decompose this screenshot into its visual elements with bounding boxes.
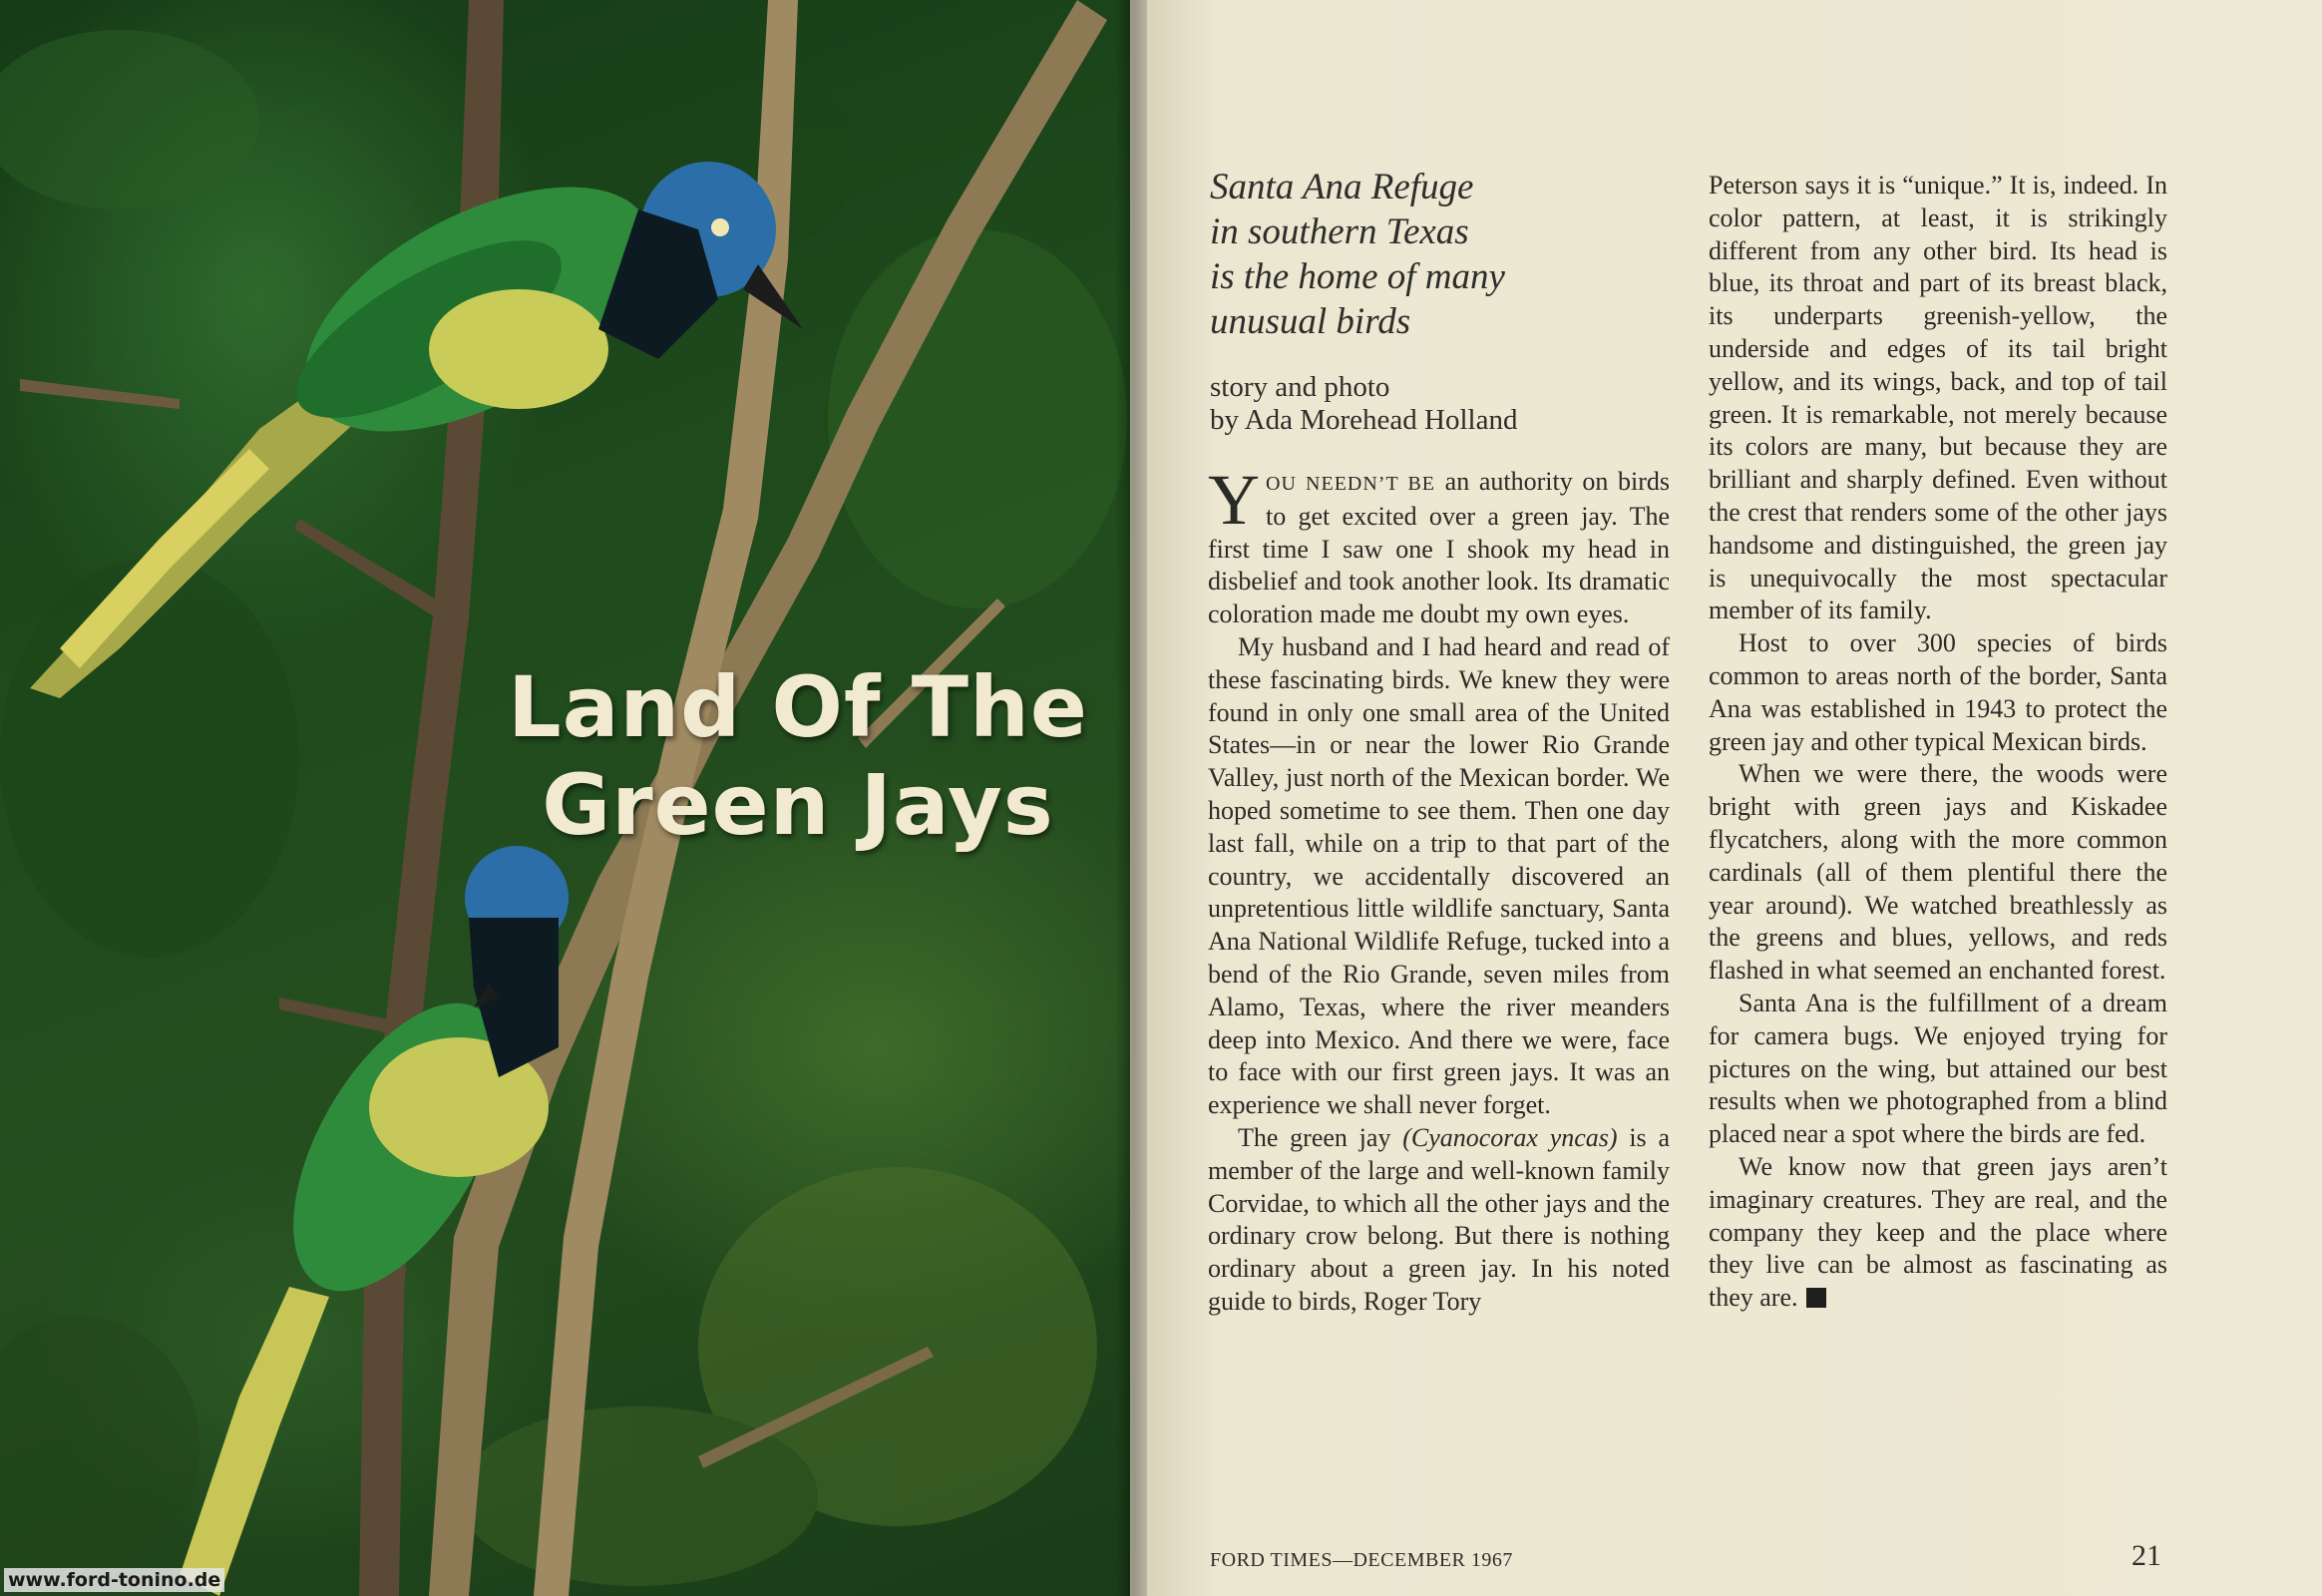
text-page [1147, 0, 2322, 1596]
upper-green-jay [30, 137, 803, 698]
deck-line-3: is the home of many [1210, 256, 1505, 297]
text-column-2 [1709, 170, 2167, 1315]
scientific-name: (Cyanocorax yncas) [1402, 1122, 1618, 1152]
paragraph-5: Host to over 300 species of birds common to areas north of the border, Santa Ana was established in 1943 to protect the green jay and other typical Mexican birds. [1709, 628, 2167, 756]
paragraph-4: Peterson says it is “unique.” It is, indeed. In color pattern, at least, it is strikingly different from any other bird. Its head is blue, its throat and part of its breast black, its underparts greenish-yellow, the underside and edges of its tail bright yellow, and its wings, back, and top of tail green. It is remarkable, not merely because its colors are many, but because they are brilliant and sharply defined. Even without the crest that renders some of the other jays handsome and distinguished, the green jay is unequivocally the most spectacular member of its family. [1709, 171, 2167, 625]
drop-cap: Y [1208, 460, 1260, 540]
deck-line-4: unusual birds [1210, 301, 1411, 342]
paragraph-7: Santa Ana is the fulfillment of a dream for camera bugs. We enjoyed trying for pictures on the wing, but attained our best results when we photographed from a blind placed near a spot where the birds are fed. [1709, 988, 2167, 1149]
byline-line-2: by Ada Morehead Holland [1210, 404, 1518, 436]
paragraph-2: My husband and I had heard and read of these fascinating birds. We knew they were found in only one small area of the United States—in or near the lower Rio Grande Valley, just north of the Mexican border. We hoped sometime to see them. Then one day last fall, while on a trip to that part of the country, we accidentally discovered an unpretentious little wildlife sanctuary, Santa Ana National Wildlife Refuge, tucked into a bend of the Rio Grande, seven miles from Alamo, Texas, where the river meanders deep into Mexico. And there we were, face to face with our first green jays. It was an experience we shall never forget. [1208, 631, 1670, 1120]
deck-line-1: Santa Ana Refuge [1210, 167, 1474, 207]
paragraph-8-text: We know now that green jays aren’t imaginary creatures. They are real, and the company they keep and the place where they live can be almost as fascinating as they are. [1709, 1151, 2167, 1313]
title-line-1: Land Of The [508, 658, 1088, 756]
text-column-1 [1208, 460, 1670, 1319]
paragraph-1 [1208, 460, 1670, 631]
deck-line-2: in southern Texas [1210, 211, 1469, 252]
folio: FORD TIMES—DECEMBER 1967 [1210, 1549, 1513, 1571]
twig-4 [20, 379, 180, 409]
paragraph-6: When we were there, the woods were bright with green jays and Kiskadee flycatchers, along with the more common cardinals (all of them plentiful there the year around). We watched breathlessly as the greens and blues, yellows, and reds flashed in what seemed an enchanted forest. [1709, 759, 2167, 986]
article-deck [1210, 165, 1649, 344]
paragraph-8 [1709, 1151, 2167, 1315]
byline [1210, 371, 1649, 437]
paragraph-3 [1208, 1122, 1670, 1319]
paragraph-3-text: is a member of the large and well-known family Corvidae, to which all the other jays and the ordinary crow belong. But there is nothing ordinary about a green jay. In his noted guide to birds, Roger Tory [1208, 1122, 1670, 1316]
title-line-2: Green Jays [542, 756, 1054, 854]
article-title [499, 658, 1097, 854]
page-number: 21 [2131, 1539, 2161, 1572]
paragraph-3-start: The green jay [1238, 1122, 1403, 1152]
end-mark-icon [1806, 1288, 1826, 1308]
byline-line-1: story and photo [1210, 371, 1390, 403]
lead-small-caps: OU NEEDN’T BE [1266, 473, 1436, 495]
photo-page [0, 0, 1130, 1596]
watermark-url: www.ford-tonino.de [4, 1568, 224, 1592]
paragraph-1-text: an authority on birds to get excited over a green jay. The first time I saw one I shook my head in disbelief and took another look. Its dramatic coloration made me doubt my own eyes. [1208, 467, 1670, 629]
